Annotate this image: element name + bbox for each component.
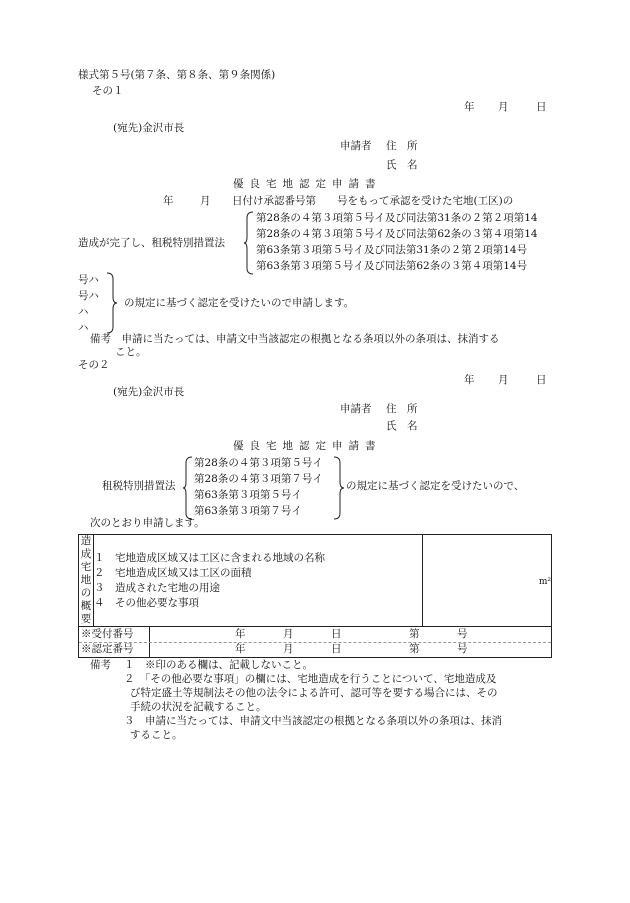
part1-heading: その１ bbox=[92, 85, 124, 97]
applicant-label-1: 申請者 bbox=[340, 140, 372, 152]
note-line: 手続の状況を記載すること。 bbox=[130, 701, 267, 713]
notes-label: 備考 bbox=[90, 659, 111, 671]
note-line: すること。 bbox=[130, 729, 183, 741]
table-item: １ 宅地造成区域又は工区に含まれる地域の名称 bbox=[94, 551, 325, 564]
table-items-cell bbox=[94, 535, 423, 627]
applicant-name-2: 氏 名 bbox=[386, 420, 418, 432]
applicant-address-1: 住 所 bbox=[386, 140, 418, 152]
left-brace-icon bbox=[244, 211, 254, 275]
section1-lead: 造成が完了し、租税特別措置法 bbox=[78, 237, 225, 249]
part2-heading: その２ bbox=[78, 359, 110, 371]
right-brace-icon bbox=[333, 456, 345, 520]
applicant-name-1: 氏 名 bbox=[386, 159, 418, 171]
addressee-2: (宛先)金沢市長 bbox=[113, 386, 185, 398]
vertical-char: 宅 bbox=[80, 561, 92, 573]
note-line: ２ 「その他必要な事項」の欄には、宅地造成を行うことについて、宅地造成及 bbox=[124, 673, 497, 685]
vertical-char: 造 bbox=[80, 535, 92, 547]
vertical-char: 地 bbox=[80, 574, 92, 586]
left-brace-icon bbox=[183, 456, 193, 520]
section2-closing: の規定に基づく認定を受けたいので、 bbox=[346, 480, 525, 492]
note-line: ３ 申請に当たっては、申請文中当該認定の根拠となる条項以外の条項は、抹消 bbox=[124, 715, 502, 727]
section1-article-2: 第28条の４第３項第５号イ及び同法第62条の３第４項第14 bbox=[256, 228, 538, 240]
table-item: ４ その他必要な事項 bbox=[94, 596, 199, 609]
right-brace-icon bbox=[106, 272, 118, 334]
date-day-1: 日 bbox=[536, 101, 547, 113]
applicant-label-2: 申請者 bbox=[340, 403, 372, 415]
section1-article-4: 第63条第３項第５号イ及び同法第62条の３第４項第14号 bbox=[256, 260, 528, 272]
section1-suffix-2: 号ハ bbox=[78, 290, 99, 302]
section2-lead: 租税特別措置法 bbox=[102, 480, 176, 492]
date-month-2: 月 bbox=[498, 374, 509, 386]
number-rows-cell bbox=[79, 627, 552, 658]
table-item: ３ 造成された宅地の用途 bbox=[94, 581, 220, 594]
section1-article-3: 第63条第３項第５号イ及び同法第31条の２第２項第14号 bbox=[256, 244, 528, 256]
document-title-1: 優良宅地認定申請書 bbox=[233, 178, 382, 190]
note-line: び特定盛土等規制法その他の法令による許可、認可等を要する場合には、その bbox=[130, 687, 498, 699]
applicant-address-2: 住 所 bbox=[386, 403, 418, 415]
approval-text: 日付け承認番号第 号をもって承認を受けた宅地(工区)の bbox=[232, 195, 514, 207]
section1-article-1: 第28条の４第３項第５号イ及び同法第31条の２第２項第14 bbox=[256, 212, 538, 224]
section2-article-3: 第63条第３項第５号イ bbox=[194, 489, 302, 501]
section2-article-1: 第28条の４第３項第５号イ bbox=[194, 457, 323, 469]
certification-day: 日 bbox=[331, 643, 342, 655]
section2-line2: 次のとおり申請します。 bbox=[90, 517, 205, 529]
vertical-char: 概 bbox=[80, 600, 92, 612]
note-line: １ ※印のある欄は、記載しないこと。 bbox=[124, 659, 313, 671]
certification-number-label: ※認定番号 bbox=[81, 643, 134, 655]
area-unit: m² bbox=[538, 576, 551, 587]
document-title-2: 優良宅地認定申請書 bbox=[233, 440, 382, 452]
approval-year: 年 bbox=[163, 195, 174, 207]
table-vertical-header bbox=[79, 535, 94, 627]
receipt-month: 月 bbox=[283, 628, 294, 640]
date-year-1: 年 bbox=[464, 101, 475, 113]
certification-year: 年 bbox=[235, 643, 246, 655]
area-unit-cell bbox=[423, 535, 552, 627]
section2-article-2: 第28条の４第３項第７号イ bbox=[194, 473, 323, 485]
vertical-char: 成 bbox=[80, 548, 92, 560]
row-divider bbox=[79, 642, 551, 643]
receipt-go: 号 bbox=[457, 628, 468, 640]
approval-month: 月 bbox=[200, 195, 211, 207]
addressee-1: (宛先)金沢市長 bbox=[113, 122, 185, 134]
date-month-1: 月 bbox=[498, 101, 509, 113]
vertical-char: 要 bbox=[80, 613, 92, 625]
section1-suffix-1: 号ハ bbox=[78, 274, 99, 286]
date-day-2: 日 bbox=[536, 374, 547, 386]
certification-go: 号 bbox=[457, 643, 468, 655]
vertical-char: の bbox=[80, 587, 92, 599]
table-item: ２ 宅地造成区域又は工区の面積 bbox=[94, 566, 252, 579]
development-summary-table bbox=[78, 534, 552, 658]
receipt-year: 年 bbox=[235, 628, 246, 640]
section2-article-4: 第63条第３項第７号イ bbox=[194, 505, 302, 517]
certification-no: 第 bbox=[409, 643, 420, 655]
receipt-no: 第 bbox=[409, 628, 420, 640]
date-year-2: 年 bbox=[464, 374, 475, 386]
certification-month: 月 bbox=[283, 643, 294, 655]
section1-note-1: 備考 申請に当たっては、申請文中当該認定の根拠となる条項以外の条項は、抹消する bbox=[90, 333, 500, 345]
section1-suffix-4: ハ bbox=[78, 322, 89, 334]
section1-suffix-3: ハ bbox=[78, 306, 89, 318]
receipt-number-label: ※受付番号 bbox=[81, 628, 134, 640]
section1-closing: の規定に基づく認定を受けたいので申請します。 bbox=[124, 297, 355, 309]
receipt-day: 日 bbox=[331, 628, 342, 640]
form-number: 様式第５号(第７条、第８条、第９条関係) bbox=[78, 69, 276, 81]
section1-note-2: こと。 bbox=[115, 346, 147, 358]
